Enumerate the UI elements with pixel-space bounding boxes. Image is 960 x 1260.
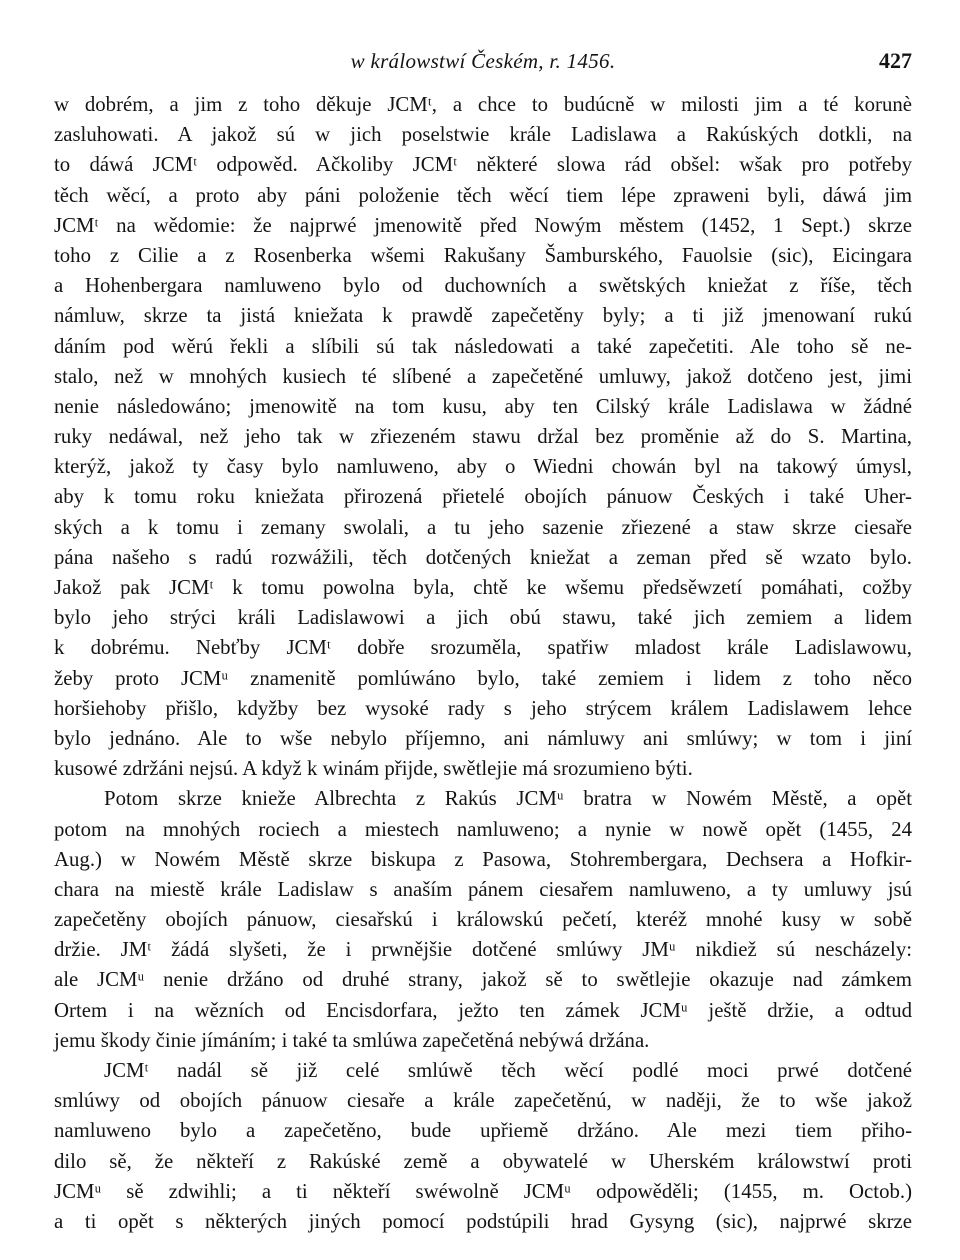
text-line: aby k tomu roku kniežata přirozená přietelé obojích pánuow Českých i také Uher- [54, 485, 912, 509]
text-line: Aug.) w Nowém Městě skrze biskupa z Pasowa, Stohrembergara, Dechsera a Hofkir- [54, 847, 912, 871]
text-line: Ortem i na wězních od Encisdorfara, ježto ten zámek JCMᵘ ještě držie, a odtud [54, 998, 912, 1022]
text-line: stalo, než w mnohých kusiech té slíbené a zapečetěné umluwy, jakož dotčeno jest, jimi [54, 364, 912, 388]
text-line: a Hohenbergara namluweno bylo od duchowních a swětských kniežat z říše, těch [54, 274, 912, 298]
text-line: těch wěcí, a proto aby páni položenie těch wěcí tiem lépe zpraweni byli, dáwá jim [54, 183, 912, 207]
text-line: ruky nedáwal, než jeho tak w zřiezeném stawu držal bez proměnie až do S. Martina, [54, 425, 912, 449]
text-line: Jakož pak JCMᵗ k tomu powolna byla, chtě ke wšemu předsěwzetí pomáhati, cožby [54, 576, 912, 599]
text-line: ale JCMᵘ nenie držáno od druhé strany, jakož sě to swětlejie okazuje nad zámkem [54, 968, 912, 992]
text-line: nenie následowáno; jmenowitě na tom kusu, aby ten Cilský krále Ladislawa w žádné [54, 394, 912, 418]
text-line: dilo sě, že někteří z Rakúské země a obywatelé w Uherském králowstwí proti [54, 1149, 912, 1173]
text-line: JCMᵗ na wědomie: že najprwé jmenowitě před Nowým městem (1452, 1 Sept.) skrze [54, 213, 912, 237]
paragraph-start-line: Potom skrze knieže Albrechta z Rakús JCMᵘ bratra w Nowém Městě, a opět [104, 787, 912, 811]
text-line: námluw, skrze ta jistá kniežata k prawdě zapečetěny byly; a ti již jmenowaní rukú [54, 304, 912, 328]
text-line: ských a k tomu i zemany swolali, a tu jeho sazenie zřiezené a staw skrze ciesaře [54, 515, 912, 539]
running-title: w králowstwí Českém, r. 1456. [350, 49, 616, 73]
page-number: 427 [879, 48, 912, 73]
text-line: zapečetěny obojích pánuow, ciesařskú i králowskú pečetí, kteréž mnohé kusy w sobě [54, 908, 912, 932]
paragraph-end-line: jemu škody činie jímáním; i také ta smlúwa zapečetěná nebýwá držána. [54, 1028, 650, 1052]
text-line: bylo jeho strýci králi Ladislawowi a jich obú stawu, také jich zemiem a lidem [54, 606, 912, 630]
text-line: chara na miestě krále Ladislaw s anaším pánem ciesařem namluweno, a ty umluwy jsú [54, 877, 912, 901]
text-line: potom na mnohých rociech a miestech namluweno; a nynie w nowě opět (1455, 24 [54, 817, 912, 841]
text-line: dáním pod wěrú řekli a slíbili sú tak následowati a také zapečetiti. Ale toho sě ne- [54, 334, 912, 358]
text-line: JCMᵘ sě zdwihli; a ti někteří swéwolně JCMᵘ odpowěděli; (1455, m. Octob.) [54, 1179, 912, 1203]
text-line: držie. JMᵗ žádá slyšeti, že i prwnějšie dotčené smlúwy JMᵘ nikdiež sú nescházely: [54, 938, 912, 962]
text-line: to dáwá JCMᵗ odpowěd. Ačkoliby JCMᵗ některé slowa rád obšel: wšak pro potřeby [54, 153, 912, 177]
text-line: žeby proto JCMᵘ znamenitě pomlúwáno bylo, také zemiem i lidem z toho něco [54, 666, 912, 690]
page-body [54, 90, 912, 1237]
text-line: smlúwy od obojích pánuow ciesaře a krále zapečetěnú, w naději, že to wše jakož [54, 1089, 912, 1113]
text-line: bylo jednáno. Ale to wše nebylo příjemno, ani námluwy ani smlúwy; w tom i jiní [54, 726, 912, 750]
text-line: horšiehoby přišlo, kdyžby bez wysoké rady s jeho strýcem králem Ladislawem lehce [54, 696, 912, 720]
paragraph-end-line: kusowé zdržáni nejsú. A když k winám přijde, swětlejie má srozumieno býti. [54, 757, 693, 781]
text-line: pána našeho s radú rozwážili, těch dotčených kniežat a zeman před sě wzato bylo. [54, 545, 912, 569]
text-line: a ti opět s některých jiných pomocí podstúpili hrad Gysyng (sic), najprwé skrze [54, 1209, 912, 1233]
text-line: namluweno bylo a zapečetěno, bude upřiemě držáno. Ale mezi tiem přiho- [54, 1119, 912, 1143]
paragraph-start-line: JCMᵗ nadál sě již celé smlúwě těch wěcí podlé moci prwé dotčené [104, 1059, 912, 1082]
text-line: zasluhowati. A jakož sú w jich poselstwie krále Ladislawa a Rakúských dotkli, na [54, 123, 912, 147]
text-line: w dobrém, a jim z toho děkuje JCMᵗ, a chce to budúcně w milosti jim a té korunè [54, 93, 912, 116]
text-line: kterýž, jakož ty časy bylo namluweno, aby o Wiedni chowán byl na takowý úmysl, [54, 455, 912, 479]
text-line: k dobrému. Nebťby JCMᵗ dobře srozuměla, spatřiw mladost krále Ladislawowu, [54, 636, 912, 660]
text-line: toho z Cilie a z Rosenberka wšemi Rakušany Šamburského, Fauolsie (sic), Eicingara [54, 243, 912, 267]
page-header [54, 44, 912, 78]
